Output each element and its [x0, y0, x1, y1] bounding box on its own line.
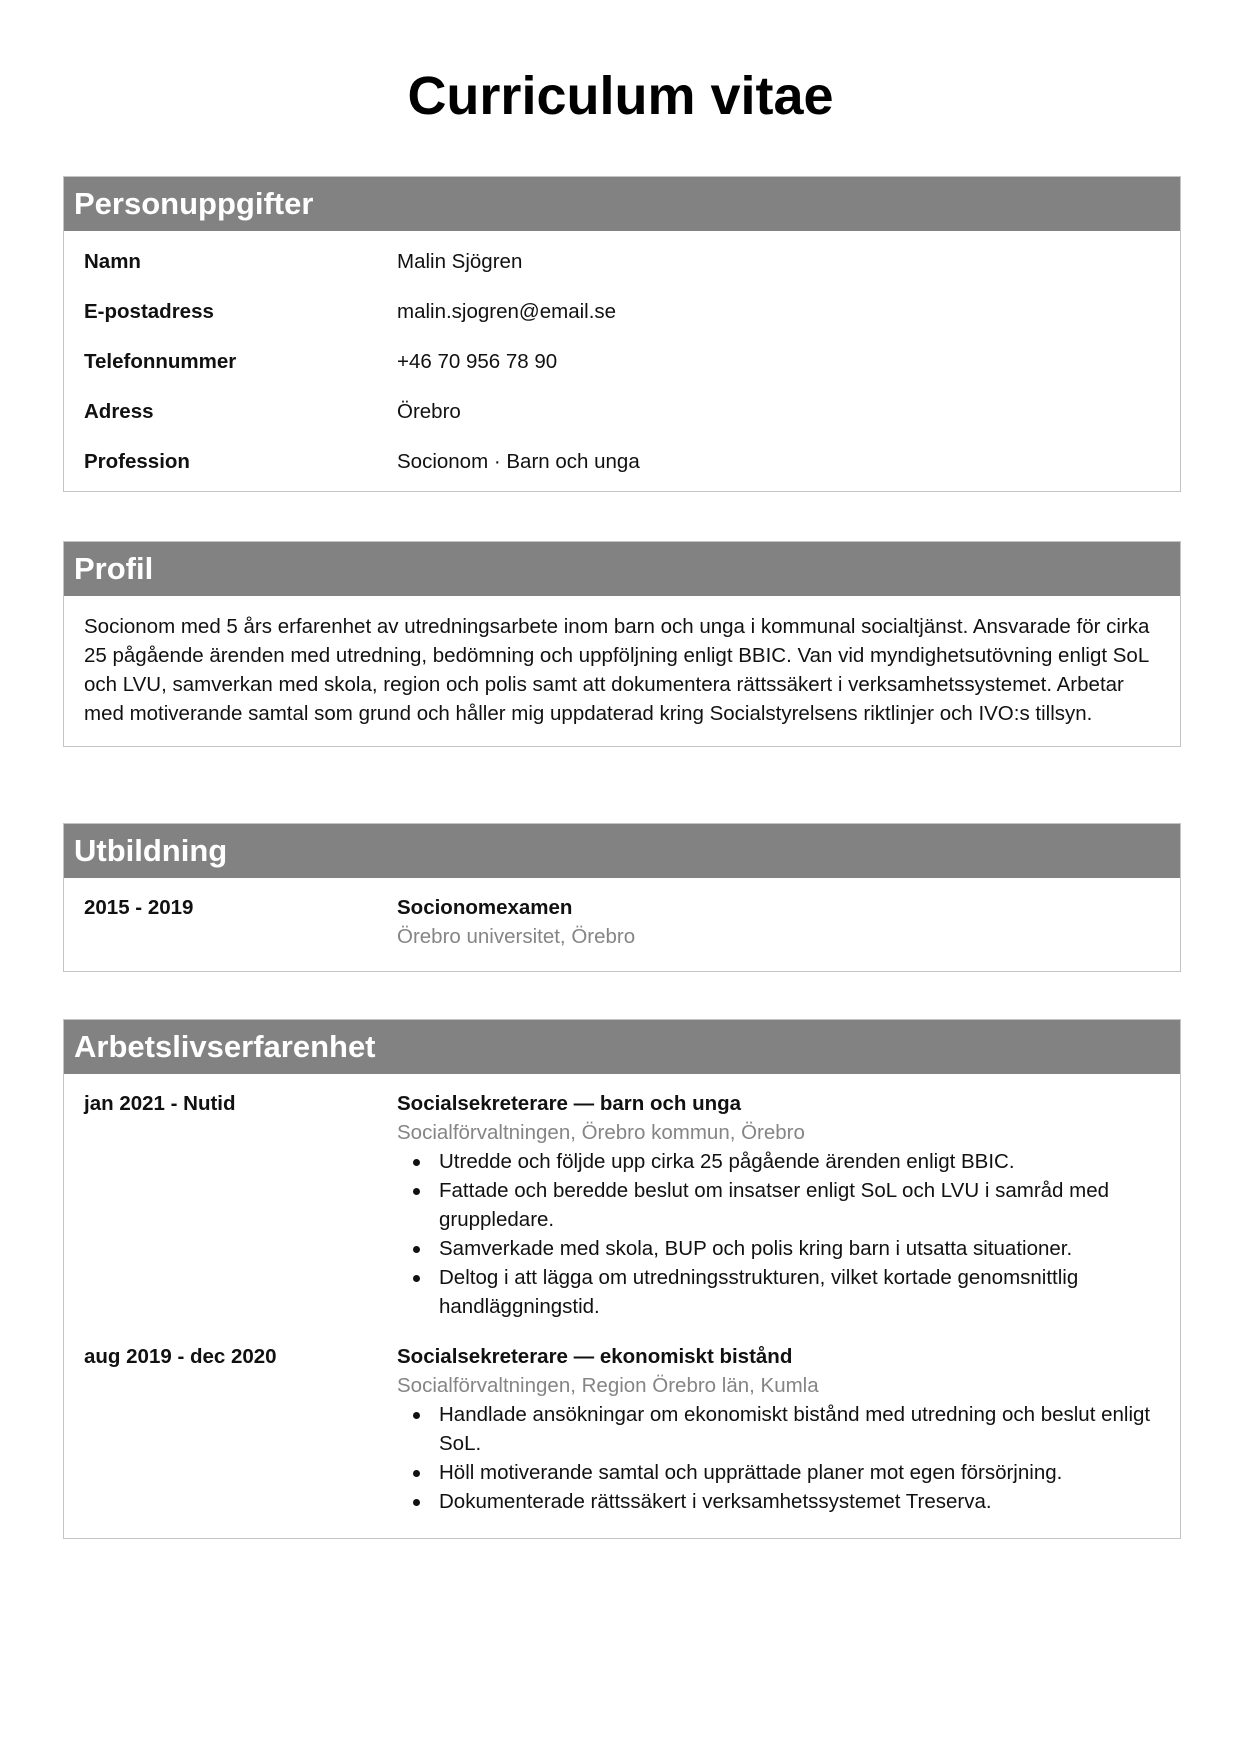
- bullet-item: Handlade ansökningar om ekonomiskt bistånd med utredning och beslut enligt SoL.: [397, 1400, 1160, 1458]
- section-heading-experience: Arbetslivserfarenhet: [64, 1020, 1180, 1074]
- section-experience: [63, 1019, 1181, 1539]
- experience-entry: [84, 1089, 1160, 1321]
- field-label: Namn: [84, 250, 141, 273]
- entry-organization: Socialförvaltningen, Region Örebro län, Kumla: [397, 1374, 819, 1397]
- bullet-item: Deltog i att lägga om utredningsstrukturen, vilket kortade genomsnittlig handläggningstid.: [397, 1263, 1160, 1321]
- field-value-name: Malin Sjögren: [397, 250, 523, 273]
- personal-row-phone: [84, 337, 1160, 387]
- section-heading-personal: Personuppgifter: [64, 177, 1180, 231]
- personal-row-address: [84, 387, 1160, 437]
- document-title: Curriculum vitae: [407, 66, 834, 126]
- entry-title: Socionomexamen: [397, 896, 573, 919]
- experience-body: [64, 1074, 1180, 1538]
- entry-organization: Socialförvaltningen, Örebro kommun, Örebro: [397, 1121, 805, 1144]
- field-value-phone: +46 70 956 78 90: [397, 350, 558, 373]
- field-value-email: malin.sjogren@email.se: [397, 300, 617, 323]
- profile-text: Socionom med 5 års erfarenhet av utredningsarbete inom barn och unga i kommunal socialtjänst. Ansvarade för cirka 25 pågående ärenden med utredning, bedömning och uppföljning enligt BBIC. Van vid myndighetsutövning enligt SoL och LVU, samverkan med skola, region och polis samt att dokumentera rättssäkert i verksamhetssystemet. Arbetar med motiverande samtal som grund och håller mig uppdaterad kring Socialstyrelsens riktlinjer och IVO:s tillsyn.: [84, 615, 1150, 725]
- section-education: [63, 823, 1181, 972]
- personal-row-name: [84, 237, 1160, 287]
- education-body: [64, 878, 1180, 971]
- field-label: E-postadress: [84, 300, 214, 323]
- section-heading-profile: Profil: [64, 542, 1180, 596]
- entry-bullet-list: [397, 1147, 1160, 1321]
- bullet-item: Fattade och beredde beslut om insatser enligt SoL och LVU i samråd med gruppledare.: [397, 1176, 1160, 1234]
- bullet-item: Höll motiverande samtal och upprättade planer mot egen försörjning.: [397, 1458, 1160, 1487]
- entry-title: Socialsekreterare — barn och unga: [397, 1092, 742, 1115]
- entry-title: Socialsekreterare — ekonomiskt bistånd: [397, 1345, 793, 1368]
- bullet-item: Utredde och följde upp cirka 25 pågående ärenden enligt BBIC.: [397, 1147, 1160, 1176]
- field-label: Telefonnummer: [84, 350, 237, 373]
- field-label: Profession: [84, 450, 190, 473]
- personal-table: [64, 231, 1180, 491]
- personal-row-profession: [84, 437, 1160, 487]
- profile-body: [64, 596, 1180, 746]
- section-heading-education: Utbildning: [64, 824, 1180, 878]
- education-entry: [84, 893, 1160, 951]
- section-profile: [63, 541, 1181, 747]
- field-label: Adress: [84, 400, 154, 423]
- personal-row-email: [84, 287, 1160, 337]
- field-value-address: Örebro: [397, 400, 461, 423]
- entry-period: 2015 - 2019: [84, 896, 194, 919]
- bullet-item: Samverkade med skola, BUP och polis kring barn i utsatta situationer.: [397, 1234, 1160, 1263]
- experience-entry: [84, 1342, 1160, 1516]
- entry-period: jan 2021 - Nutid: [84, 1092, 236, 1115]
- section-personal: [63, 176, 1181, 492]
- entry-bullet-list: [397, 1400, 1160, 1516]
- bullet-item: Dokumenterade rättssäkert i verksamhetssystemet Treserva.: [397, 1487, 1160, 1516]
- field-value-profession: Socionom · Barn och unga: [397, 450, 640, 473]
- entry-organization: Örebro universitet, Örebro: [397, 925, 636, 948]
- entry-period: aug 2019 - dec 2020: [84, 1345, 277, 1368]
